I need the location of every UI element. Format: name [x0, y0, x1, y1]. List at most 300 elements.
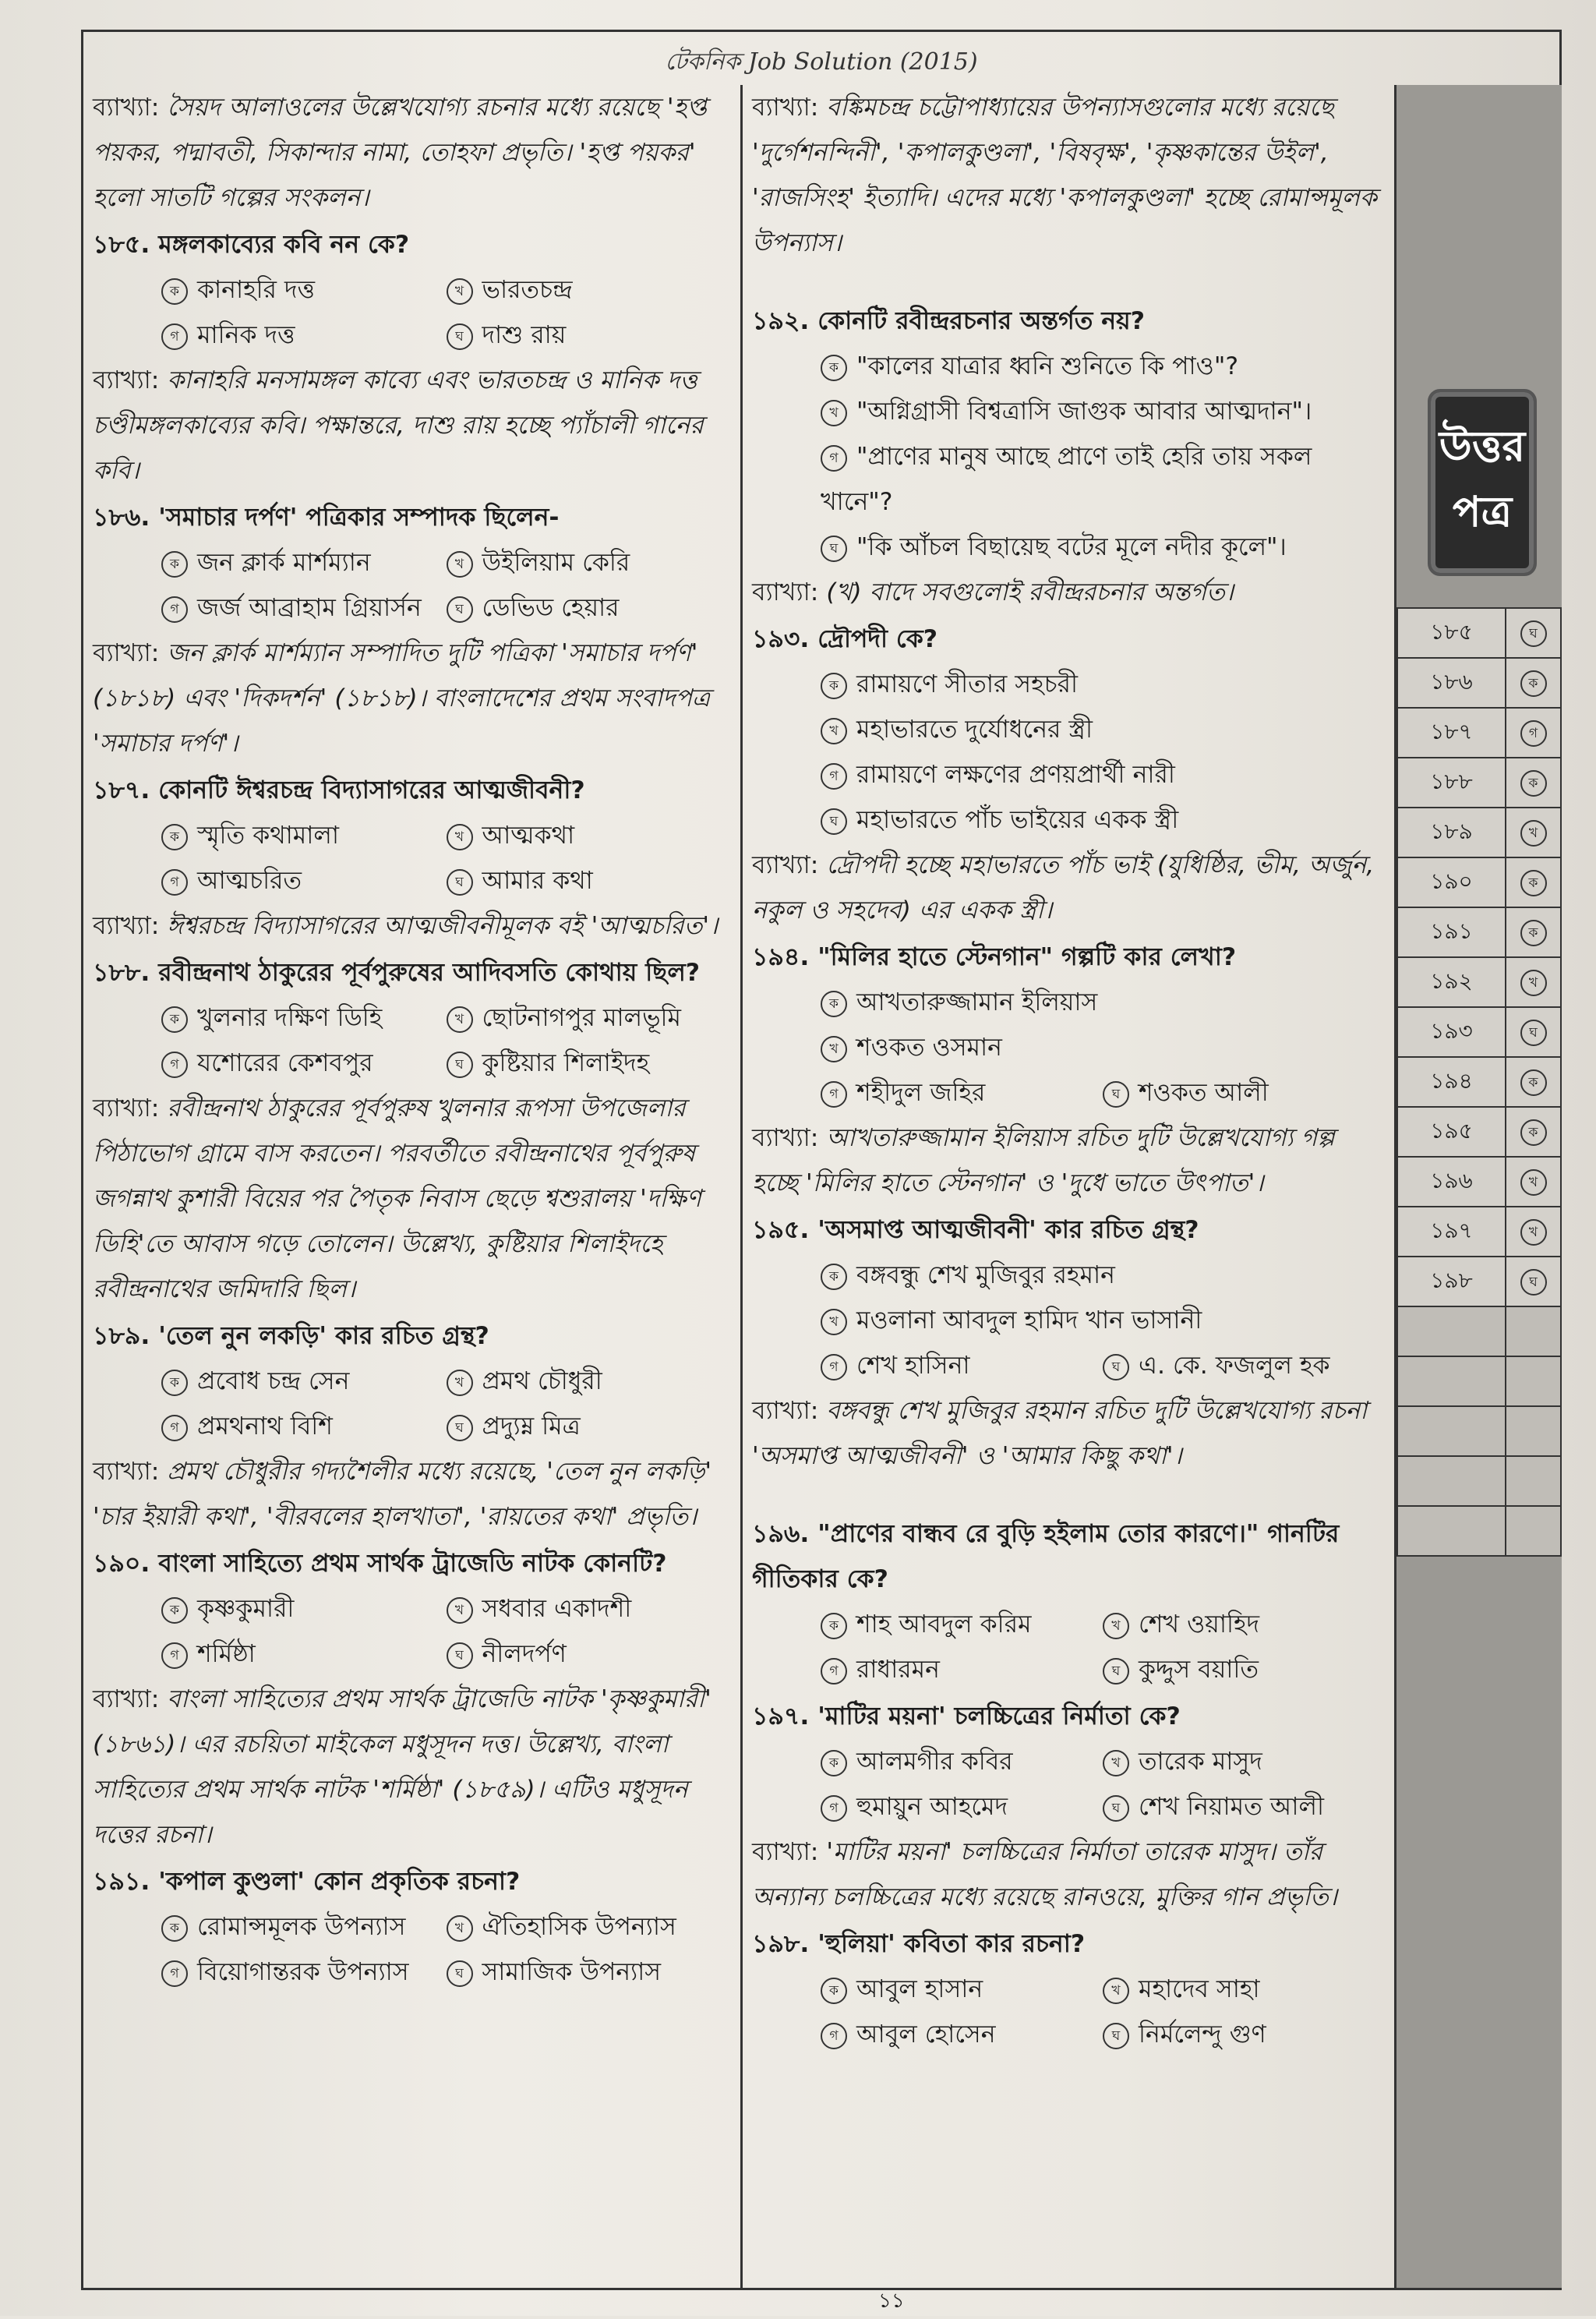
option-text: রাধারমন: [856, 1656, 940, 1684]
explanation-text: (খ) বাদে সবগুলোই রবীন্দ্ররচনার অন্তর্গত।: [826, 578, 1234, 606]
question-191: ১৯১. 'কপাল কুণ্ডলা' কোন প্রকৃতিক রচনা?: [93, 1868, 521, 1896]
option-text: সামাজিক উপন্যাস: [482, 1958, 662, 1986]
answer-choice: [1506, 658, 1561, 708]
question-196: ১৯৬. "প্রাণের বান্ধব রে বুড়ি হইলাম তোর কারণে।" গানটির গীতিকার কে?: [752, 1520, 1340, 1593]
explanation-192: [752, 570, 1385, 615]
option: [161, 1586, 447, 1631]
question-187: ১৮৭. কোনটি ঈশ্বরচন্দ্র বিদ্যাসাগরের আত্মজীবনী?: [93, 776, 585, 804]
option-text: প্রমথনাথ বিশি: [197, 1412, 333, 1441]
option: [447, 1359, 732, 1404]
explanation-label: ব্যাখ্যা:: [93, 1458, 160, 1486]
answer-marker: ক: [1520, 920, 1547, 946]
explanation-text: রবীন্দ্রনাথ ঠাকুরের পূর্বপুরুষ খুলনার রূপসা উপজেলার পিঠাভোগ গ্রামে বাস করতেন। পরবর্তীতে রবীন্দ্রনাথের পূর্বপুরুষ জগন্নাথ কুশারী বিয়ের পর পৈতৃক নিবাস ছেড়ে শ্বশুরালয় 'দক্ষিণ ডিহি'তে আবাস গড়ে তোলেন। উল্লেখ্য, কুষ্টিয়ার শিলাইদহে রবীন্দ্রনাথের জমিদারি ছিল।: [93, 1094, 701, 1303]
answer-choice: [1506, 708, 1561, 758]
question-189: ১৮৯. 'তেল নুন লকড়ি' কার রচিত গ্রন্থ?: [93, 1322, 489, 1350]
option-marker: গ: [161, 1415, 188, 1441]
explanation-label: ব্যাখ্যা:: [93, 94, 160, 122]
option: [821, 797, 1385, 843]
option-marker: ঘ: [447, 323, 473, 350]
option-text: "কালের যাত্রার ধ্বনি শুনিতে কি পাও"?: [856, 352, 1239, 380]
option-text: নীলদর্পণ: [482, 1640, 567, 1668]
option-marker: খ: [1103, 1978, 1129, 2004]
options-191: [93, 1904, 731, 1995]
option-text: শেখ ওয়াহিদ: [1139, 1610, 1260, 1639]
option-text: "অগ্নিগ্রাসী বিশ্বত্রাসি জাগুক আবার আত্মদান"।: [856, 398, 1312, 426]
option-marker: ক: [161, 1006, 188, 1033]
option-text: আলমগীর কবির: [856, 1748, 1013, 1776]
answer-marker: ক: [1520, 1119, 1547, 1146]
option-marker: ক: [161, 278, 188, 305]
answer-marker: ক: [1520, 1069, 1547, 1096]
option-text: প্রমথ চৌধুরী: [482, 1367, 602, 1395]
option: [1103, 1739, 1385, 1784]
explanation-194: [752, 1115, 1385, 1206]
explanation-text: আখতারুজ্জামান ইলিয়াস রচিত দুটি উল্লেখযোগ্য গল্প হচ্ছে 'মিলির হাতে স্টেনগান' ও 'দুধে ভাতে উৎপাত'।: [752, 1124, 1335, 1197]
explanation-193: [752, 843, 1385, 933]
answer-row: [1397, 1157, 1561, 1207]
explanation-text: সৈয়দ আলাওলের উল্লেখযোগ্য রচনার মধ্যে রয়েছে 'হপ্ত পয়কর, পদ্মাবতী, সিকান্দার নামা, তোহফা প্রভৃতি। 'হপ্ত পয়কর' হলো সাতটি গল্পের সংকলন।: [93, 94, 708, 212]
option-marker: গ: [161, 596, 188, 623]
option: [821, 389, 1385, 434]
answer-row: [1397, 1207, 1561, 1257]
option-marker: গ: [161, 1960, 188, 1987]
option-text: কুদ্দুস বয়াতি: [1139, 1656, 1259, 1684]
option-marker: ঘ: [447, 1415, 473, 1441]
option: [821, 1784, 1103, 1829]
page-frame: [81, 30, 1562, 2313]
option-marker: গ: [161, 869, 188, 896]
option-marker: ক: [821, 1264, 847, 1290]
option: [447, 858, 732, 903]
explanation-189: [93, 1449, 731, 1540]
option-marker: ক: [821, 355, 847, 381]
option: [821, 752, 1385, 797]
answer-row: [1397, 1007, 1561, 1057]
option-marker: ক: [161, 551, 188, 578]
question-186: ১৮৬. 'সমাচার দর্পণ' পত্রিকার সম্পাদক ছিলেন-: [93, 504, 560, 532]
option: [161, 813, 447, 858]
answer-number: ১৯০: [1397, 857, 1506, 907]
option: [821, 2012, 1103, 2057]
option-marker: গ: [821, 1081, 847, 1108]
option-text: হুমায়ুন আহমেদ: [856, 1793, 1008, 1821]
option-text: শেখ নিয়ামত আলী: [1139, 1793, 1324, 1821]
explanation-188: [93, 1086, 731, 1312]
option-text: ছোটনাগপুর মালভূমি: [482, 1004, 682, 1032]
option-marker: ঘ: [447, 1052, 473, 1078]
option: [161, 1404, 447, 1449]
answer-marker: খ: [1520, 820, 1547, 847]
option: [821, 980, 1385, 1025]
option-marker: খ: [447, 824, 473, 850]
options-196: [752, 1602, 1385, 1692]
options-197: [752, 1739, 1385, 1829]
option-marker: ক: [161, 1915, 188, 1942]
option-text: বিয়োগান্তরক উপন্যাস: [197, 1958, 409, 1986]
option-marker: খ: [821, 400, 847, 426]
answer-choice: [1506, 608, 1561, 658]
option: [161, 1631, 447, 1677]
option-text: শওকত আলী: [1139, 1079, 1269, 1107]
option-marker: খ: [447, 551, 473, 578]
options-185: [93, 267, 731, 358]
option: [447, 1041, 732, 1086]
answer-number: ১৯৪: [1397, 1057, 1506, 1107]
answer-row: [1397, 708, 1561, 758]
option: [821, 1253, 1385, 1298]
explanation-190: [93, 1677, 731, 1858]
option-marker: ক: [821, 1978, 847, 2004]
answer-choice: [1506, 808, 1561, 857]
option-text: নির্মলেন্দু গুণ: [1139, 2020, 1266, 2049]
explanation-label: ব্যাখ্যা:: [752, 1124, 819, 1152]
options-186: [93, 540, 731, 631]
option: [821, 1739, 1103, 1784]
option-marker: ক: [821, 991, 847, 1017]
answer-row: [1397, 658, 1561, 708]
explanation-label: ব্যাখ্যা:: [752, 1397, 819, 1425]
option-marker: ঘ: [821, 808, 847, 835]
option: [447, 1586, 732, 1631]
option-marker: গ: [161, 1642, 188, 1669]
answer-marker: ক: [1520, 870, 1547, 896]
option-text: রামায়ণে সীতার সহচরী: [856, 670, 1078, 698]
answer-row: [1397, 1257, 1561, 1306]
option: [447, 313, 732, 358]
answer-marker: খ: [1520, 970, 1547, 996]
explanation-185: [93, 358, 731, 493]
option-text: ভারতচন্দ্র: [482, 276, 573, 304]
option: [447, 1631, 732, 1677]
options-198: [752, 1967, 1385, 2057]
option-marker: গ: [821, 1658, 847, 1684]
option: [1103, 1343, 1385, 1388]
option: [447, 267, 732, 313]
option-marker: ঘ: [1103, 1658, 1129, 1684]
option: [1103, 1967, 1385, 2012]
explanation-text: ঈশ্বরচন্দ্র বিদ্যাসাগরের আত্মজীবনীমূলক বই 'আত্মচরিত'।: [167, 912, 719, 940]
option: [161, 1904, 447, 1950]
option: [1103, 1070, 1385, 1115]
answer-row-empty: [1397, 1506, 1561, 1556]
explanation-text: জন ক্লার্ক মার্শম্যান সম্পাদিত দুটি পত্রিকা 'সমাচার দর্পণ' (১৮১৮) এবং 'দিকদর্শন' (১৮১৮)। বাংলাদেশের প্রথম সংবাদপত্র 'সমাচার দর্পণ'।: [93, 639, 711, 758]
answer-row: [1397, 857, 1561, 907]
explanation-195: [752, 1388, 1385, 1479]
option: [161, 585, 447, 631]
left-column: [83, 85, 743, 2288]
option-marker: ঘ: [447, 596, 473, 623]
option-marker: ক: [821, 673, 847, 699]
option: [821, 707, 1385, 752]
option: [161, 313, 447, 358]
option-text: শওকত ওসমান: [856, 1034, 1002, 1062]
option-marker: খ: [1103, 1750, 1129, 1776]
option-marker: ঘ: [447, 1642, 473, 1669]
answer-row: [1397, 907, 1561, 957]
answer-row-empty: [1397, 1406, 1561, 1456]
option: [821, 662, 1385, 707]
answer-marker: ঘ: [1520, 1269, 1547, 1296]
option: [1103, 1647, 1385, 1692]
options-195: [752, 1253, 1385, 1343]
option-marker: ঘ: [1103, 1354, 1129, 1380]
option-text: খুলনার দক্ষিণ ডিহি: [197, 1004, 383, 1032]
answer-sheet-sidebar: [1394, 85, 1562, 2288]
option-text: "প্রাণের মানুষ আছে প্রাণে তাই হেরি তায় সকল খানে"?: [821, 443, 1312, 516]
explanation-184: [93, 85, 731, 221]
option-marker: গ: [821, 445, 847, 472]
option-text: মওলানা আবদুল হামিদ খান ভাসানী: [856, 1306, 1202, 1334]
option-text: প্রদ্যুম্ন মিত্র: [482, 1412, 581, 1441]
answer-sheet-title: উত্তর পত্র: [1428, 389, 1537, 576]
option-marker: খ: [1103, 1613, 1129, 1639]
option-text: শহীদুল জহির: [856, 1079, 986, 1107]
explanation-text: বঙ্কিমচন্দ্র চট্টোপাধ্যায়ের উপন্যাসগুলোর মধ্যে রয়েছে 'দুর্গেশনন্দিনী', 'কপালকুণ্ডলা', 'বিষবৃক্ষ', 'কৃষ্ণকান্তের উইল', 'রাজসিংহ' ইত্যাদি। এদের মধ্যে 'কপালকুণ্ডলা' হচ্ছে রোমান্সমূলক উপন্যাস।: [752, 94, 1377, 257]
options-194: [752, 980, 1385, 1070]
option-text: জর্জ আব্রাহাম গ্রিয়ার্সন: [197, 594, 422, 622]
answer-number: ১৯২: [1397, 957, 1506, 1007]
answer-marker: ঘ: [1520, 620, 1547, 647]
answer-number: ১৯৭: [1397, 1207, 1506, 1257]
answer-number: ১৮৯: [1397, 808, 1506, 857]
explanation-label: ব্যাখ্যা:: [93, 912, 160, 940]
option-text: শর্মিষ্ঠা: [197, 1640, 256, 1668]
option-text: যশোরের কেশবপুর: [197, 1049, 373, 1077]
option-text: শাহ আবদুল করিম: [856, 1610, 1032, 1639]
option-marker: খ: [821, 1036, 847, 1062]
explanation-197: [752, 1829, 1385, 1920]
option: [821, 1647, 1103, 1692]
explanation-label: ব্যাখ্যা:: [752, 1838, 819, 1866]
explanation-text: প্রমথ চৌধুরীর গদ্যশৈলীর মধ্যে রয়েছে, 'তেল নুন লকড়ি' 'চার ইয়ারী কথা', 'বীরবলের হালখাতা', 'রায়তের কথা' প্রভৃতি।: [93, 1458, 712, 1531]
option-text: দাশু রায়: [482, 321, 567, 349]
question-193: ১৯৩. দ্রৌপদী কে?: [752, 625, 938, 653]
explanation-label: ব্যাখ্যা:: [93, 1685, 160, 1713]
option-text: তারেক মাসুদ: [1139, 1748, 1262, 1776]
answer-choice: [1506, 957, 1561, 1007]
option-text: আবুল হাসান: [856, 1975, 983, 2003]
answer-marker: খ: [1520, 1219, 1547, 1246]
option-text: "কি আঁচল বিছায়েছ বটের মূলে নদীর কূলে"।: [856, 533, 1287, 561]
option: [447, 585, 732, 631]
option: [821, 1343, 1103, 1388]
option-text: এ. কে. ফজলুল হক: [1139, 1352, 1330, 1380]
option: [447, 1950, 732, 1995]
explanation-label: ব্যাখ্যা:: [93, 639, 160, 667]
options-189: [93, 1359, 731, 1449]
explanation-text: বঙ্গবন্ধু শেখ মুজিবুর রহমান রচিত দুটি উল্লেখযোগ্য রচনা 'অসমাপ্ত আত্মজীবনী' ও 'আমার কিছু কথা'।: [752, 1397, 1368, 1470]
answer-number: ১৮৮: [1397, 758, 1506, 808]
option-text: মহাভারতে দুর্যোধনের স্ত্রী: [856, 716, 1093, 744]
answer-choice: [1506, 857, 1561, 907]
option-text: আমার কথা: [482, 867, 593, 895]
options-195-row2: [752, 1343, 1385, 1388]
answer-choice: [1506, 907, 1561, 957]
answer-number: ১৯৮: [1397, 1257, 1506, 1306]
explanation-text: 'মাটির ময়না' চলচ্চিত্রের নির্মাতা তারেক মাসুদ। তাঁর অন্যান্য চলচ্চিত্রের মধ্যে রয়েছে রানওয়ে, মুক্তির গান প্রভৃতি।: [752, 1838, 1338, 1911]
explanation-label: ব্যাখ্যা:: [93, 1094, 160, 1122]
option: [1103, 1784, 1385, 1829]
question-198: ১৯৮. 'হুলিয়া' কবিতা কার রচনা?: [752, 1930, 1086, 1958]
answer-marker: খ: [1520, 1169, 1547, 1196]
page-number: ১১: [878, 2289, 905, 2313]
option-marker: ক: [161, 1597, 188, 1624]
option-marker: ক: [821, 1750, 847, 1776]
answer-choice: [1506, 1207, 1561, 1257]
options-188: [93, 995, 731, 1086]
option: [821, 1967, 1103, 2012]
option-text: কৃষ্ণকুমারী: [197, 1595, 295, 1623]
answer-marker: ক: [1520, 670, 1547, 697]
option-marker: ক: [161, 1370, 188, 1396]
right-column: [743, 85, 1394, 2288]
explanation-label: ব্যাখ্যা:: [752, 94, 819, 122]
option-marker: ক: [161, 824, 188, 850]
option: [447, 1904, 732, 1950]
option: [447, 995, 732, 1041]
explanation-187: [93, 903, 731, 949]
option-marker: খ: [447, 1597, 473, 1624]
option-text: রামায়ণে লক্ষণের প্রণয়প্রার্থী নারী: [856, 761, 1175, 789]
explanation-text: কানাহরি মনসামঙ্গল কাব্যে এবং ভারতচন্দ্র ও মানিক দত্ত চণ্ডীমঙ্গলকাব্যের কবি। পক্ষান্তরে, দাশু রায় হচ্ছে প্যাঁচালী গানের কবি।: [93, 366, 704, 485]
option-marker: গ: [821, 2023, 847, 2049]
option-text: মহাদেব সাহা: [1139, 1975, 1260, 2003]
answer-table: [1396, 607, 1562, 1557]
option-text: জন ক্লার্ক মার্শম্যান: [197, 549, 371, 577]
option-text: কুষ্টিয়ার শিলাইদহ: [482, 1049, 650, 1077]
option: [821, 1070, 1103, 1115]
answer-number: ১৮৭: [1397, 708, 1506, 758]
answer-row: [1397, 758, 1561, 808]
option-marker: খ: [821, 718, 847, 744]
option-marker: ঘ: [447, 869, 473, 896]
question-192: ১৯২. কোনটি রবীন্দ্ররচনার অন্তর্গত নয়?: [752, 307, 1145, 335]
option-text: আত্মচরিত: [197, 867, 302, 895]
option: [821, 1298, 1385, 1343]
option: [161, 858, 447, 903]
question-190: ১৯০. বাংলা সাহিত্যে প্রথম সার্থক ট্রাজেডি নাটক কোনটি?: [93, 1550, 667, 1578]
option-marker: ঘ: [1103, 1081, 1129, 1108]
option-text: স্মৃতি কথামালা: [197, 822, 340, 850]
answer-marker: ক: [1520, 770, 1547, 797]
answer-choice: [1506, 758, 1561, 808]
explanation-label: ব্যাখ্যা:: [93, 366, 160, 394]
option: [1103, 2012, 1385, 2057]
explanation-text: বাংলা সাহিত্যের প্রথম সার্থক ট্রাজেডি নাটক 'কৃষ্ণকুমারী' (১৮৬১)। এর রচয়িতা মাইকেল মধুসূদন দত্ত। উল্লেখ্য, বাংলা সাহিত্যের প্রথম সার্থক নাটক 'শর্মিষ্ঠা' (১৮৫৯)। এটিও মধুসূদন দত্তের রচনা।: [93, 1685, 711, 1849]
option: [447, 1404, 732, 1449]
answer-row-empty: [1397, 1456, 1561, 1506]
option-marker: গ: [161, 1052, 188, 1078]
option-text: বঙ্গবন্ধু শেখ মুজিবুর রহমান: [856, 1261, 1115, 1289]
question-194: ১৯৪. "মিলির হাতে স্টেনগান" গল্পটি কার লেখা?: [752, 943, 1237, 971]
option: [161, 1359, 447, 1404]
option: [447, 813, 732, 858]
option-text: আত্মকথা: [482, 822, 575, 850]
answer-marker: ঘ: [1520, 1020, 1547, 1046]
option-text: সধবার একাদশী: [482, 1595, 632, 1623]
option: [161, 540, 447, 585]
answer-row: [1397, 1107, 1561, 1157]
option-marker: গ: [821, 1795, 847, 1822]
explanation-label: ব্যাখ্যা:: [752, 851, 819, 879]
option-marker: খ: [447, 278, 473, 305]
explanation-label: ব্যাখ্যা:: [752, 578, 819, 606]
option: [161, 267, 447, 313]
option-marker: ঘ: [821, 536, 847, 562]
answer-choice: [1506, 1257, 1561, 1306]
question-185: ১৮৫. মঙ্গলকাব্যের কবি নন কে?: [93, 231, 410, 259]
answer-row-empty: [1397, 1356, 1561, 1406]
option: [821, 1602, 1103, 1647]
explanation-186: [93, 631, 731, 766]
answer-choice: [1506, 1007, 1561, 1057]
answer-choice: [1506, 1107, 1561, 1157]
option-marker: ঘ: [1103, 2023, 1129, 2049]
option-text: কানাহরি দত্ত: [197, 276, 316, 304]
option-marker: খ: [447, 1006, 473, 1033]
answer-number: ১৯৫: [1397, 1107, 1506, 1157]
option-marker: খ: [821, 1309, 847, 1335]
option-marker: খ: [447, 1915, 473, 1942]
option-marker: খ: [447, 1370, 473, 1396]
option-text: ঐতিহাসিক উপন্যাস: [482, 1913, 676, 1941]
option: [161, 995, 447, 1041]
question-197: ১৯৭. 'মাটির ময়না' চলচ্চিত্রের নির্মাতা কে?: [752, 1702, 1181, 1730]
answer-number: ১৮৫: [1397, 608, 1506, 658]
option: [821, 525, 1385, 570]
option-text: প্রবোধ চন্দ্র সেন: [197, 1367, 350, 1395]
option-text: মহাভারতে পাঁচ ভাইয়ের একক স্ত্রী: [856, 806, 1179, 834]
answer-number: ১৮৬: [1397, 658, 1506, 708]
answer-marker: গ: [1520, 720, 1547, 747]
options-192: [752, 344, 1385, 570]
option: [821, 1025, 1385, 1070]
answer-row: [1397, 1057, 1561, 1107]
answer-choice: [1506, 1157, 1561, 1207]
explanation-191: [752, 85, 1385, 266]
option: [161, 1950, 447, 1995]
option-text: আবুল হোসেন: [856, 2020, 996, 2049]
options-190: [93, 1586, 731, 1677]
question-195: ১৯৫. 'অসমাপ্ত আত্মজীবনী' কার রচিত গ্রন্থ?: [752, 1216, 1199, 1244]
option: [821, 344, 1385, 389]
answer-number: ১৯১: [1397, 907, 1506, 957]
option: [447, 540, 732, 585]
answer-number: ১৯৩: [1397, 1007, 1506, 1057]
option-text: আখতারুজ্জামান ইলিয়াস: [856, 988, 1098, 1016]
option-marker: গ: [821, 1354, 847, 1380]
option-marker: ঘ: [1103, 1795, 1129, 1822]
option-marker: গ: [161, 323, 188, 350]
option-text: শেখ হাসিনা: [856, 1352, 970, 1380]
options-187: [93, 813, 731, 903]
answer-number: ১৯৬: [1397, 1157, 1506, 1207]
option: [1103, 1602, 1385, 1647]
option: [821, 434, 1385, 525]
answer-choice: [1506, 1057, 1561, 1107]
option-text: রোমান্সমূলক উপন্যাস: [197, 1913, 406, 1941]
answer-row: [1397, 608, 1561, 658]
options-194-row2: [752, 1070, 1385, 1115]
option-marker: ক: [821, 1613, 847, 1639]
page-header: টেকনিক Job Solution (2015): [665, 48, 978, 76]
explanation-text: দ্রৌপদী হচ্ছে মহাভারতে পাঁচ ভাই (যুধিষ্ঠির, ভীম, অর্জুন, নকুল ও সহদেব) এর একক স্ত্রী।: [752, 851, 1375, 924]
option: [161, 1041, 447, 1086]
question-188: ১৮৮. রবীন্দ্রনাথ ঠাকুরের পূর্বপুরুষের আদিবসতি কোথায় ছিল?: [93, 959, 701, 987]
option-text: উইলিয়াম কেরি: [482, 549, 630, 577]
option-text: ডেভিড হেয়ার: [482, 594, 620, 622]
option-marker: ঘ: [447, 1960, 473, 1987]
